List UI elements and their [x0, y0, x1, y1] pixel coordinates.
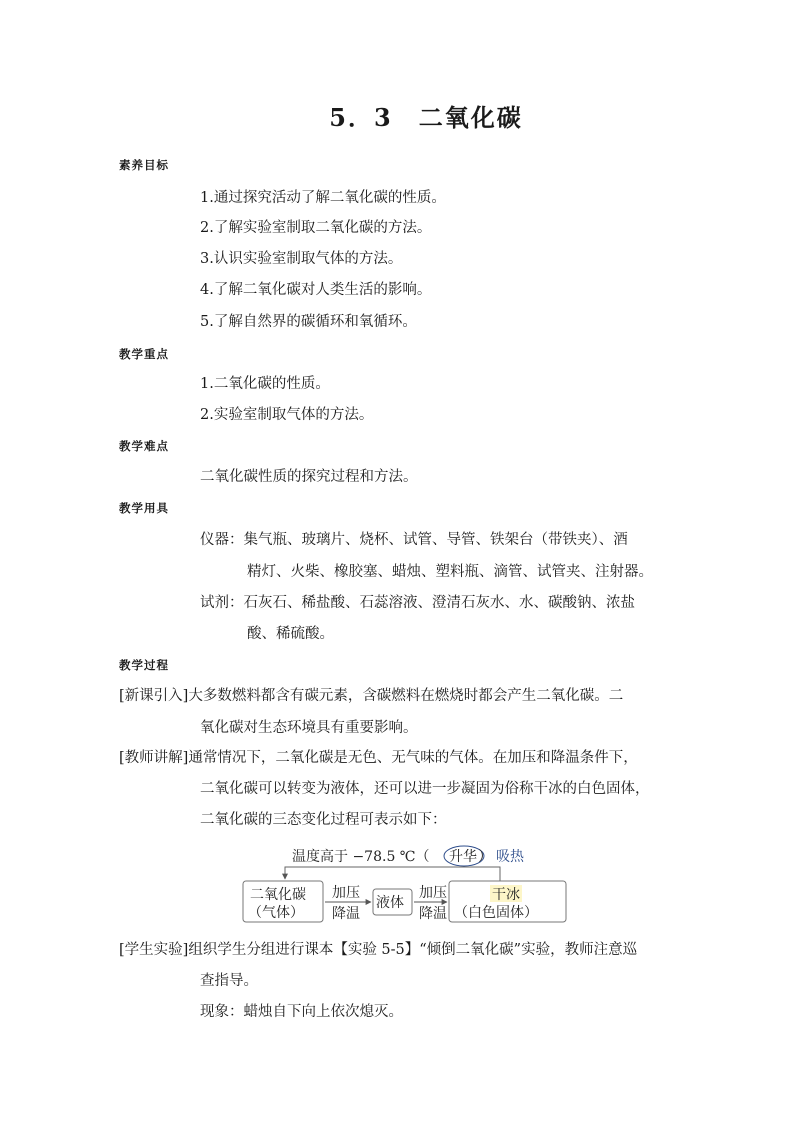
goal-item: 4.了解二氧化碳对人类生活的影响。 — [200, 282, 432, 298]
intro-line: 氧化碳对生态环境具有重要影响。 — [200, 720, 418, 736]
arrow1-cooling-label: 降温 — [332, 906, 360, 922]
section-heading-materials: 教学用具 — [119, 501, 169, 515]
reagents-line: 酸、稀硫酸。 — [247, 626, 334, 642]
sublimation-arrow — [285, 867, 500, 881]
solid-state-label: （白色固体） — [454, 905, 538, 921]
instruments-line: 精灯、火柴、橡胶塞、蜡烛、塑料瓶、滴管、试管夹、注射器。 — [247, 564, 653, 580]
section-heading-goals: 素养目标 — [119, 158, 169, 172]
phase-change-diagram — [240, 843, 570, 925]
page-title: 5．3 二氧化碳 — [329, 103, 523, 132]
arrow2-cooling-label: 降温 — [419, 906, 447, 922]
gas-state-label: （气体） — [248, 905, 304, 921]
intro-line: [新课引入]大多数燃料都含有碳元素，含碳燃料在燃烧时都会产生二氧化碳。二 — [119, 688, 624, 704]
instruments-line: 仪器：集气瓶、玻璃片、烧杯、试管、导管、铁架台（带铁夹）、酒 — [200, 532, 628, 548]
lecture-line: [教师讲解]通常情况下，二氧化碳是无色、无气味的气体。在加压和降温条件下， — [119, 750, 638, 766]
section-heading-key-points: 教学重点 — [119, 347, 169, 361]
temperature-label-end: ） — [478, 849, 492, 865]
experiment-line: 查指导。 — [200, 973, 258, 989]
key-point-item: 1.二氧化碳的性质。 — [200, 376, 330, 392]
absorb-heat-label: 吸热 — [496, 849, 524, 865]
goal-item: 2.了解实验室制取二氧化碳的方法。 — [200, 220, 432, 236]
section-heading-difficulties: 教学难点 — [119, 439, 169, 453]
arrow2-pressure-label: 加压 — [419, 885, 447, 901]
experiment-line: [学生实验]组织学生分组进行课本【实验 5-5】“倾倒二氧化碳”实验，教师注意巡 — [119, 942, 638, 958]
phenomenon-line: 现象：蜡烛自下向上依次熄灭。 — [200, 1004, 403, 1020]
gas-label: 二氧化碳 — [250, 887, 306, 903]
goal-item: 1.通过探究活动了解二氧化碳的性质。 — [200, 190, 446, 206]
key-point-item: 2.实验室制取气体的方法。 — [200, 407, 374, 423]
difficulty-item: 二氧化碳性质的探究过程和方法。 — [200, 469, 418, 485]
arrow1-pressure-label: 加压 — [332, 885, 360, 901]
temperature-label: 温度高于 −78.5 ℃（ — [292, 849, 430, 865]
goal-item: 3.认识实验室制取气体的方法。 — [200, 251, 403, 267]
lecture-line: 二氧化碳的三态变化过程可表示如下： — [200, 812, 447, 828]
lecture-line: 二氧化碳可以转变为液体，还可以进一步凝固为俗称干冰的白色固体， — [200, 781, 650, 797]
reagents-line: 试剂：石灰石、稀盐酸、石蕊溶液、澄清石灰水、水、碳酸钠、浓盐 — [200, 595, 635, 611]
goal-item: 5.了解自然界的碳循环和氧循环。 — [200, 314, 417, 330]
dry-ice-label: 干冰 — [492, 887, 520, 903]
section-heading-process: 教学过程 — [119, 658, 169, 672]
liquid-label: 液体 — [376, 895, 404, 911]
sublimation-label: 升华 — [449, 849, 477, 865]
